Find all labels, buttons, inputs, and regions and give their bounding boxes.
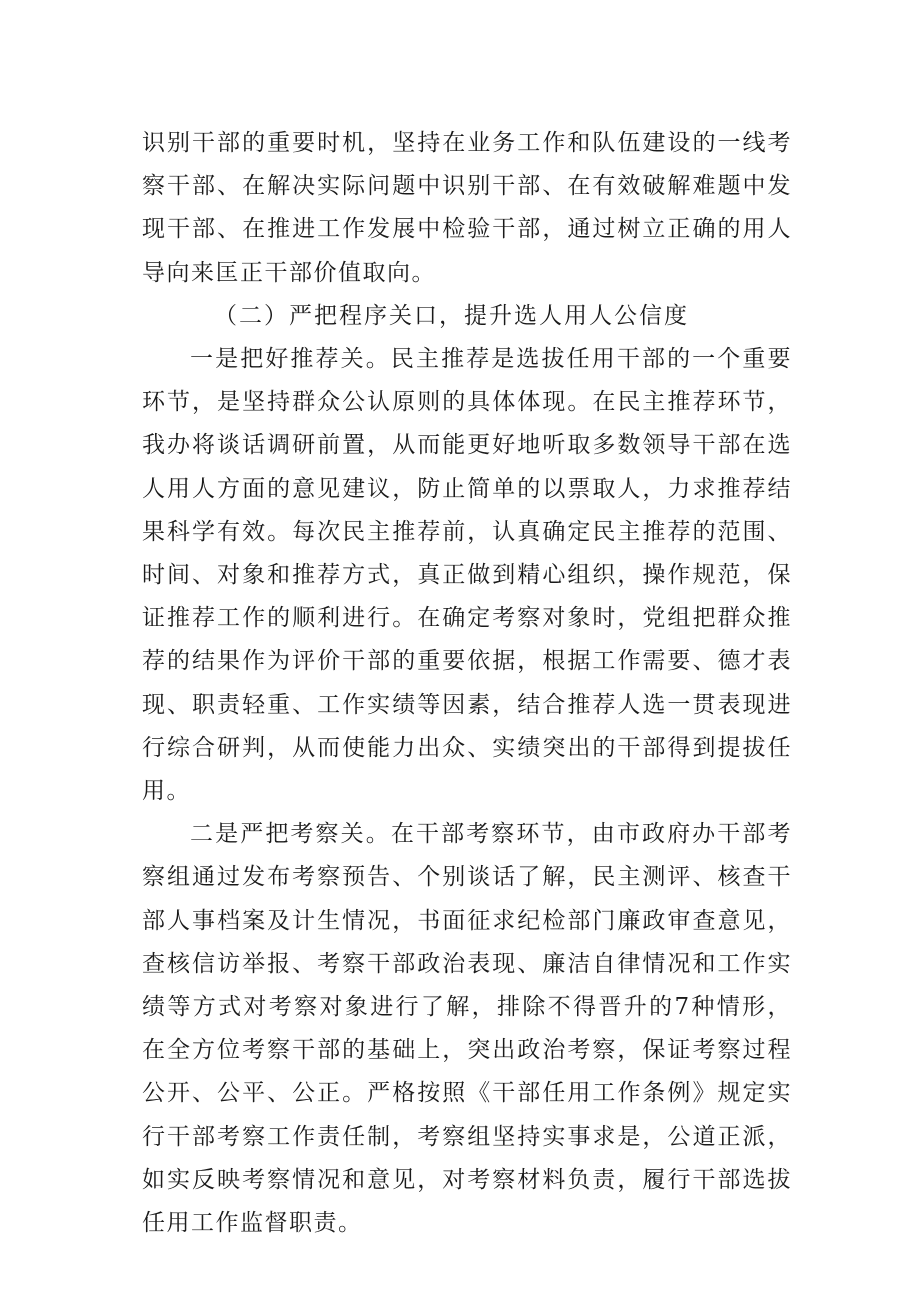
paragraph-recommendation: 一是把好推荐关。民主推荐是选拔任用干部的一个重要环节，是坚持群众公认原则的具体体现。在民主推荐环节，我办将谈话调研前置，从而能更好地听取多数领导干部在选人用人方面的意见建议，防止简单的以票取人，力求推荐结果科学有效。每次民主推荐前，认真确定民主推荐的范围、时间、对象和推荐方式，真正做到精心组织，操作规范，保证推荐工作的顺利进行。在确定考察对象时，党组把群众推荐的结果作为评价干部的重要依据，根据工作需要、德才表现、职责轻重、工作实绩等因素，结合推荐人选一贯表现进行综合研判，从而使能力出众、实绩突出的干部得到提拔任用。 xyxy=(142,346,792,805)
section-heading-procedure: （二）严把程序关口，提升选人用人公信度 xyxy=(214,302,689,329)
paragraph-inspection: 二是严把考察关。在干部考察环节，由市政府办干部考察组通过发布考察预告、个别谈话了解，民主测评、核查干部人事档案及计生情况，书面征求纪检部门廉政审查意见，查核信访举报、考察干部政治表现、廉洁自律情况和工作实绩等方式对考察对象进行了解，排除不得晋升的7种情形，在全方位考察干部的基础上，突出政治考察，保证考察过程公开、公平、公正。严格按照《干部任用工作条例》规定实行干部考察工作责任制，考察组坚持实事求是，公道正派，如实反映考察情况和意见，对考察材料负责，履行干部选拔任用工作监督职责。 xyxy=(142,821,792,1237)
paragraph-talent-identification-continued: 识别干部的重要时机，坚持在业务工作和队伍建设的一线考察干部、在解决实际问题中识别干部、在有效破解难题中发现干部、在推进工作发展中检验干部，通过树立正确的用人导向来匡正干部价值取向。 xyxy=(142,130,792,286)
document-body xyxy=(142,122,792,1245)
